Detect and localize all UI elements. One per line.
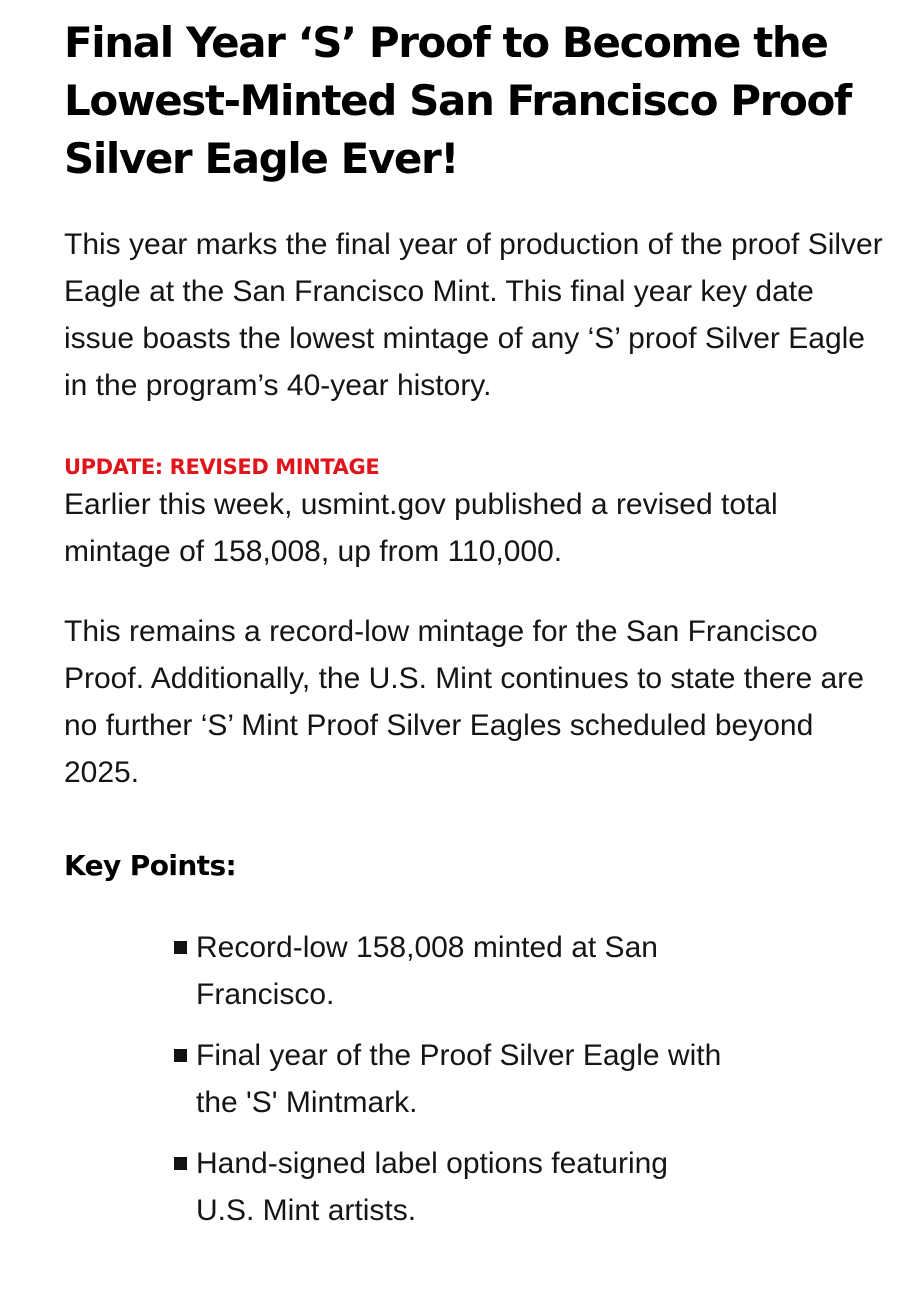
list-item [174, 924, 734, 1018]
key-point-text: Record-low 158,008 minted at San Francisco. [196, 931, 658, 1011]
update-paragraph: Earlier this week, usmint.gov published a revised total mintage of 158,008, up from 110,000. [64, 488, 778, 568]
key-points-list [174, 924, 734, 1234]
key-point-text: Final year of the Proof Silver Eagle with the 'S' Mintmark. [196, 1039, 722, 1119]
page-title: Final Year ‘S’ Proof to Become the Lowest-Minted San Francisco Proof Silver Eagle Ever! [64, 18, 851, 183]
square-bullet-icon [174, 941, 187, 954]
key-point-text: Hand-signed label options featuring U.S. Mint artists. [196, 1147, 668, 1227]
record-low-paragraph: This remains a record-low mintage for the San Francisco Proof. Additionally, the U.S. Mint continues to state there are no further ‘S’ Mint Proof Silver Eagles scheduled beyond 2025. [64, 615, 864, 789]
square-bullet-icon [174, 1049, 187, 1062]
intro-paragraph: This year marks the final year of production of the proof Silver Eagle at the San Francisco Mint. This final year key date issue boasts the lowest mintage of any ‘S’ proof Silver Eagle in the program’s 40-year history. [64, 228, 883, 402]
update-label: UPDATE: REVISED MINTAGE [64, 455, 380, 479]
article [64, 14, 884, 1248]
list-item [174, 1140, 734, 1234]
key-points-heading: Key Points: [64, 849, 237, 882]
list-item [174, 1032, 734, 1126]
square-bullet-icon [174, 1157, 187, 1170]
